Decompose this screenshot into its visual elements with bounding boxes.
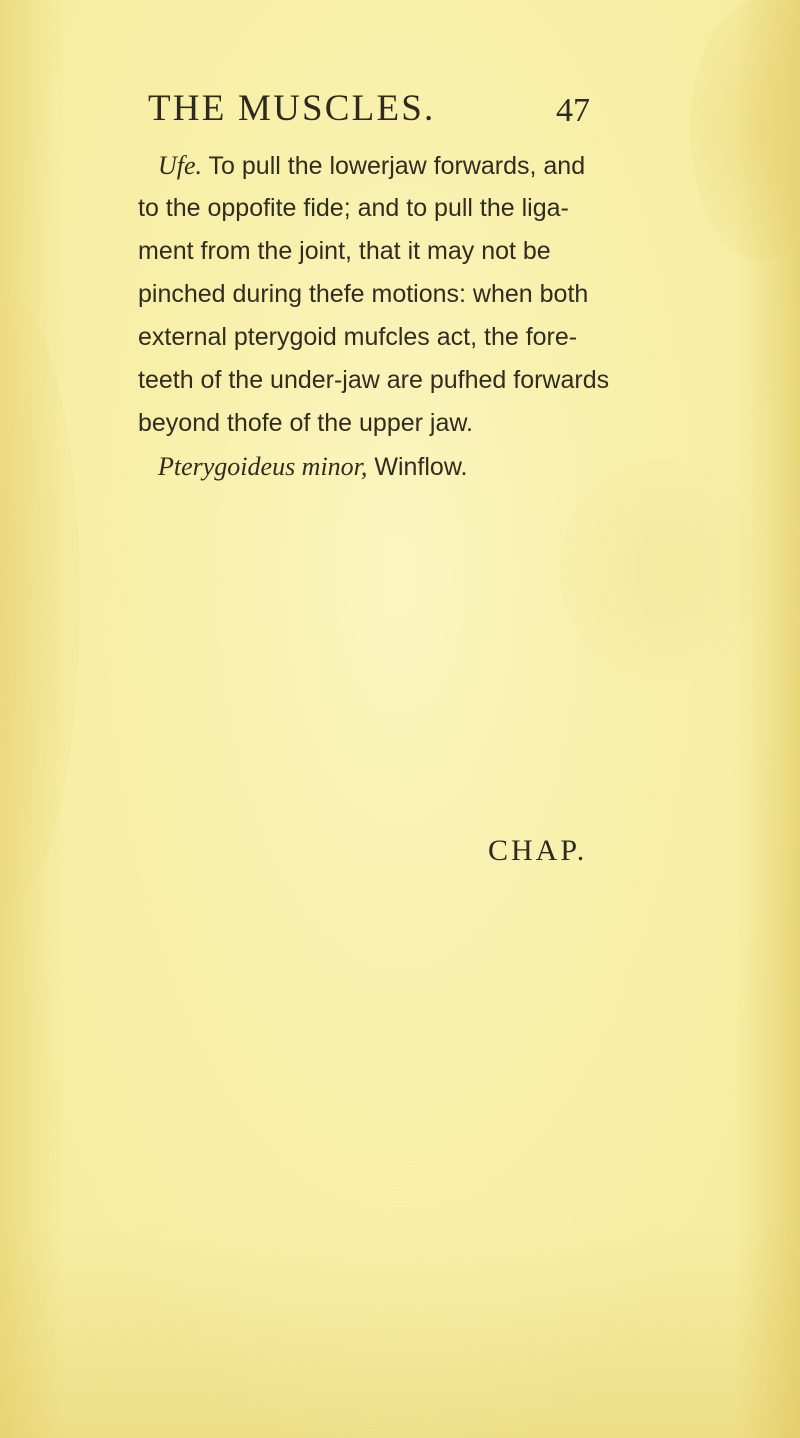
paper-stain xyxy=(0,300,80,900)
text-line xyxy=(138,445,638,488)
text-line xyxy=(138,187,638,230)
text-line xyxy=(138,359,638,402)
paper-stain xyxy=(560,460,760,680)
page-number: 47 xyxy=(556,92,590,129)
lead-term: Ufe. xyxy=(158,151,203,180)
paper-stain xyxy=(690,0,800,260)
text-line xyxy=(138,316,638,359)
body-paragraph xyxy=(138,144,638,488)
line-text: teeth of the under-jaw are pufhed forwards xyxy=(138,366,610,394)
line-text: beyond thofe of the upper jaw. xyxy=(138,409,473,437)
text-line xyxy=(138,144,638,187)
line-text: external pterygoid mufcles act, the fore- xyxy=(138,323,578,351)
text-line xyxy=(138,230,638,273)
line-text: to the oppofite fide; and to pull the liga- xyxy=(138,194,569,222)
catchword: CHAP. xyxy=(488,834,588,867)
text-line xyxy=(138,273,638,316)
line-text: ment from the joint, that it may not be xyxy=(138,237,551,265)
page-title: THE MUSCLES. xyxy=(148,88,436,129)
text-line xyxy=(138,402,638,445)
line-text: To pull the lowerjaw forwards, and xyxy=(202,152,586,180)
synonym-term: Pterygoideus minor, xyxy=(158,452,368,481)
line-text: Winflow. xyxy=(367,453,468,481)
running-head xyxy=(148,86,628,132)
line-text: pinched during thefe motions: when both xyxy=(138,280,589,308)
